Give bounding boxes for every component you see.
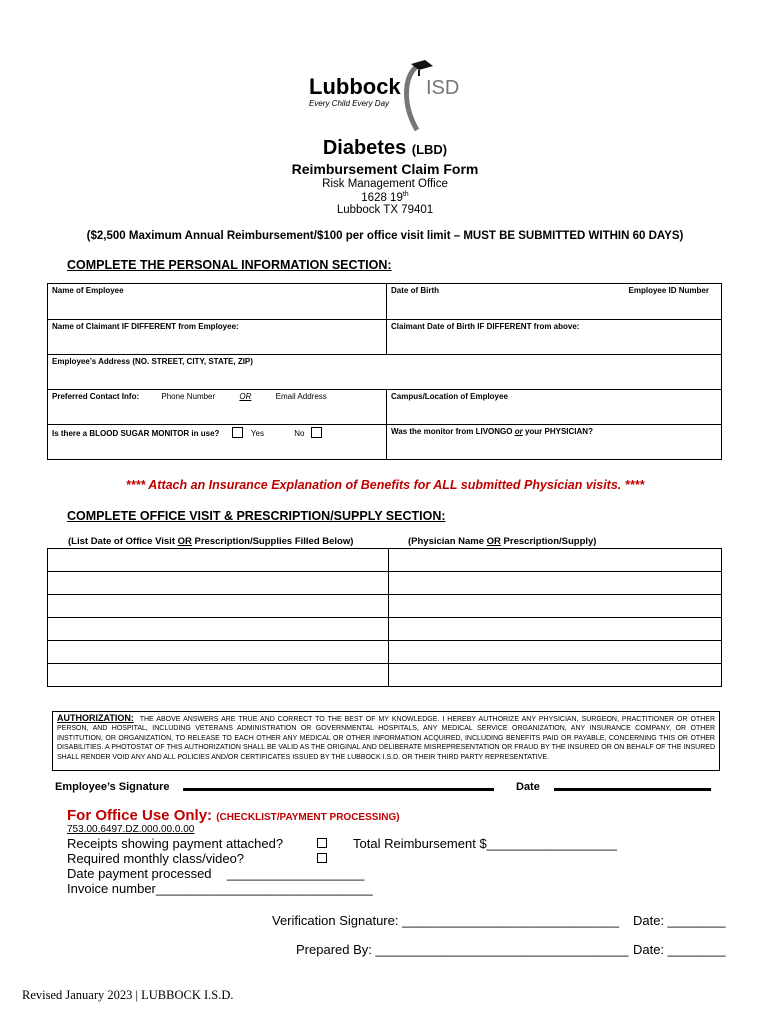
physician-cell[interactable]	[389, 549, 722, 572]
table-row	[48, 572, 722, 595]
visits-grid	[47, 548, 722, 687]
receipts-checkbox[interactable]	[317, 838, 327, 848]
signature-date-label: Date	[516, 781, 540, 793]
invoice-number-field[interactable]: Invoice number______________________________	[67, 881, 373, 896]
table-row	[48, 664, 722, 687]
address-office: Risk Management Office	[322, 178, 448, 190]
personal-info-table	[47, 283, 722, 460]
prepared-by-field[interactable]: Prepared By: ___________________________________	[296, 942, 629, 957]
signature-date-line[interactable]	[554, 788, 711, 791]
address-street: 1628 19th	[361, 191, 409, 204]
physician-cell[interactable]	[389, 641, 722, 664]
verification-signature-field[interactable]: Verification Signature: ______________________________	[272, 913, 619, 928]
office-use-title: For Office Use Only: (CHECKLIST/PAYMENT PROCESSING)	[67, 807, 400, 824]
address-city: Lubbock TX 79401	[336, 204, 434, 216]
insurance-eob-note: **** Attach an Insurance Explanation of Benefits for ALL submitted Physician visits. ****	[125, 478, 645, 492]
physician-cell[interactable]	[389, 664, 722, 687]
campus-field[interactable]: Campus/Location of Employee	[387, 390, 722, 425]
svg-text:Every Child Every Day: Every Child Every Day	[309, 99, 390, 108]
verification-date-field[interactable]: Date: ________	[633, 913, 726, 928]
visit-col2-header: (Physician Name OR Prescription/Supply)	[408, 536, 597, 547]
lubbock-isd-logo	[307, 58, 463, 134]
account-number: 753.00.6497.DZ.000.00.0.00	[67, 824, 195, 835]
monitor-question: Is there a BLOOD SUGAR MONITOR in use? Yes No	[48, 425, 387, 460]
dob-and-id-field[interactable]	[387, 284, 722, 320]
total-reimbursement[interactable]: Total Reimbursement $__________________	[353, 836, 617, 851]
form-subtitle: Reimbursement Claim Form	[291, 161, 479, 177]
reimbursement-limit-note: ($2,500 Maximum Annual Reimbursement/$100 per office visit limit – MUST BE SUBMITTED WITHIN 60 DAYS)	[86, 230, 684, 242]
authorization-box: AUTHORIZATION: THE ABOVE ANSWERS ARE TRUE AND CORRECT TO THE BEST OF MY KNOWLEDGE. I HEREBY AUTHORIZE ANY PHYSICIAN, SURGEON, PRACTITIONER OR OTHER PERSON, AND HOSPITAL, INCLUDING VETERANS ADMINISTRATION OR GOVERNMENTAL HOSPITALS, ANY MEDICAL SERVICE ORGANIZATION, ANY INSURANCE COMPANY, OR OTHER INSTITUTION, OR ORGANIZATION, TO RELEASE TO EACH OTHER ANY MEDICAL OR OTHER INFORMATION ACQUIRED, INCLUDING BENEFITS PAID OR PAYABLE, CONCERNING THIS OR OTHER DISABILITIES. A PHOTOSTAT OF THIS AUTHORIZATION SHALL BE VALID AS THE ORIGINAL AND DELIBERATE MISREPRESENTATION OR FRAUD BY THE INSURED OR ON BEHALF OF THE INSURED SHALL RENDER VOID ANY AND ALL POLICIES AND/OR CERTIFICATES ISSUED BY THE LUBBOCK I.S.D. OR THEIR THIRD PARTY REPRESENTATIVE.	[52, 711, 720, 771]
physician-cell[interactable]	[389, 618, 722, 641]
visit-col1-header: (List Date of Office Visit OR Prescription/Supplies Filled Below)	[68, 536, 354, 547]
svg-text:Lubbock: Lubbock	[309, 74, 401, 99]
visit-date-cell[interactable]	[48, 595, 389, 618]
prepared-date-field[interactable]: Date: ________	[633, 942, 726, 957]
monitor-yes-checkbox[interactable]	[232, 427, 243, 438]
monthly-class-checkbox[interactable]	[317, 853, 327, 863]
visit-date-cell[interactable]	[48, 664, 389, 687]
monthly-class-label: Required monthly class/video?	[67, 851, 245, 866]
dob-label: Date of Birth	[391, 286, 439, 295]
receipts-label: Receipts showing payment attached?	[67, 836, 284, 851]
table-row	[48, 595, 722, 618]
employee-signature-label: Employee’s Signature	[55, 781, 170, 793]
date-processed-line[interactable]: ___________________	[227, 866, 365, 881]
form-title: Diabetes (LBD)	[322, 137, 448, 159]
visit-date-cell[interactable]	[48, 618, 389, 641]
date-processed-label: Date payment processed	[67, 866, 212, 881]
table-row	[48, 618, 722, 641]
claimant-name-field[interactable]: Name of Claimant IF DIFFERENT from Employee:	[48, 320, 387, 355]
revision-footer: Revised January 2023 | LUBBOCK I.S.D.	[22, 988, 234, 1002]
visit-date-cell[interactable]	[48, 641, 389, 664]
visit-date-cell[interactable]	[48, 549, 389, 572]
contact-info-field[interactable]: Preferred Contact Info: Phone Number OR Email Address	[48, 390, 387, 425]
employee-name-field[interactable]: Name of Employee	[48, 284, 387, 320]
visits-section-heading: COMPLETE OFFICE VISIT & PRESCRIPTION/SUPPLY SECTION:	[67, 509, 446, 523]
monitor-no-checkbox[interactable]	[311, 427, 322, 438]
table-row	[48, 641, 722, 664]
employee-signature-line[interactable]	[183, 788, 494, 791]
claimant-dob-field[interactable]: Claimant Date of Birth IF DIFFERENT from above:	[387, 320, 722, 355]
physician-cell[interactable]	[389, 595, 722, 618]
table-row	[48, 549, 722, 572]
visit-date-cell[interactable]	[48, 572, 389, 595]
livongo-question[interactable]: Was the monitor from LIVONGO or your PHYSICIAN?	[387, 425, 722, 460]
employee-id-label: Employee ID Number	[628, 286, 709, 295]
employee-address-field[interactable]: Employee’s Address (NO. STREET, CITY, STATE, ZIP)	[48, 355, 722, 390]
physician-cell[interactable]	[389, 572, 722, 595]
svg-text:ISD: ISD	[426, 77, 460, 99]
personal-section-heading: COMPLETE THE PERSONAL INFORMATION SECTION:	[67, 258, 392, 272]
